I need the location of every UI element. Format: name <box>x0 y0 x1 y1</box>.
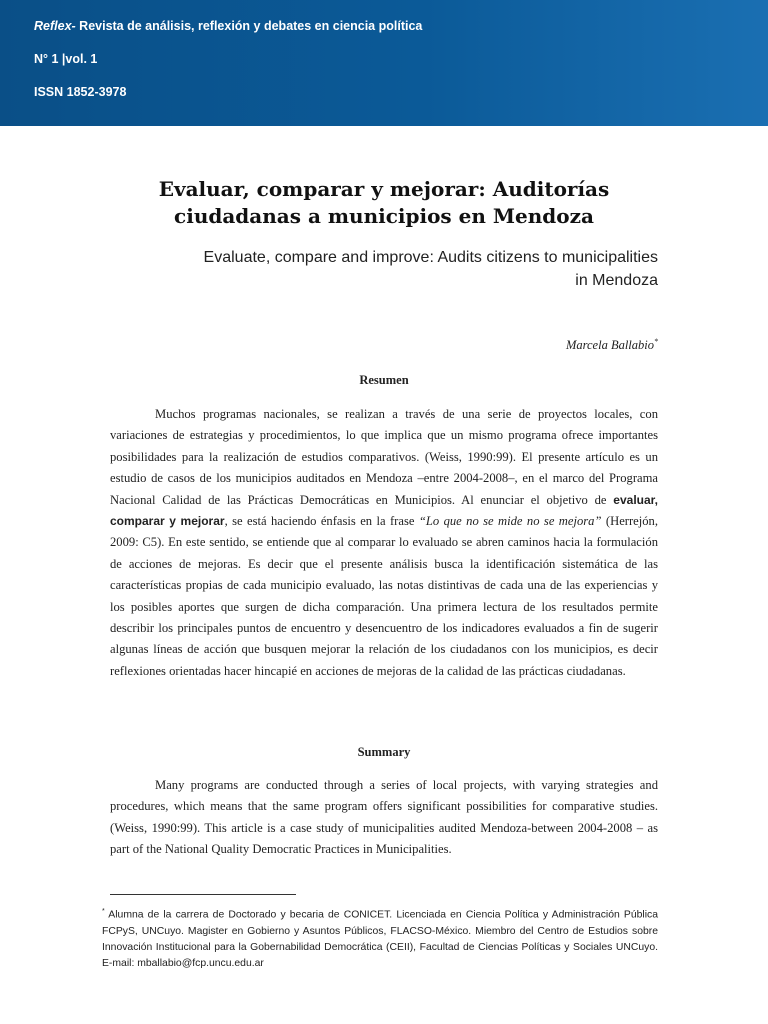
article-title-line-1: Evaluar, comparar y mejorar: Auditorías <box>158 177 610 201</box>
issn: ISSN 1852-3978 <box>34 85 127 99</box>
summary-heading: Summary <box>357 745 411 759</box>
footnote-divider <box>110 894 296 895</box>
resumen-text-2: , se está haciendo énfasis en la frase <box>224 514 419 529</box>
resumen-heading: Resumen <box>359 373 409 387</box>
article-title-line-2: ciudadanas a municipios en Mendoza <box>174 204 594 228</box>
article-subtitle <box>120 246 658 292</box>
summary-paragraph: Many programs are conducted through a series of local projects, with varying strategies and procedures, which means that the same program offers significant possibilities for comparative studies. (Weiss, 1990:99). This article is a case study of municipalities audited Mendoza-between 2004-2008 – as part of the National Quality Democratic Practices in Municipalities. <box>110 778 658 857</box>
resumen-text-3: (Herrejón, 2009: C5). En este sentido, se entiende que al comparar lo evaluado se abren caminos hacia la formulación de acciones de mejoras. Es decir que el presente análisis busca la identificación sistemática de las características propias de cada municipio evaluado, las notas distintivas de cada una de las experiencias y los posibles aportes que surgen de dicha comparación. Una primera lectura de los resultados permite describir los principales puntos de encuentro y desencuentro de los indicadores evaluados a fin de sugerir algunas líneas de acción que busquen mejorar la relación de los ciudadanos con los municipios, es decir reflexiones orientadas hacer hincapié en acciones de mejoras de la calidad de las prácticas ciudadanas. <box>110 514 658 678</box>
article-subtitle-line-1: Evaluate, compare and improve: Audits citizens to municipalities <box>203 249 658 266</box>
author-name-text: Marcela Ballabio <box>565 338 654 353</box>
article-title <box>100 176 668 230</box>
journal-subtitle: Revista de análisis, reflexión y debates en ciencia política <box>75 19 423 33</box>
journal-title <box>34 19 422 33</box>
resumen-paragraph <box>110 404 658 682</box>
issue-number: N° 1 |vol. 1 <box>34 52 98 66</box>
author-footnote <box>102 904 658 972</box>
resumen-bold-phrase: evaluar, comparar y mejorar <box>110 492 658 529</box>
journal-header-banner <box>0 0 768 126</box>
footnote-text: Alumna de la carrera de Doctorado y becaria de CONICET. Licenciada en Ciencia Política y Administración Pública FCPyS, UNCuyo. Magister en Gobierno y Asuntos Públicos, FLACSO-México. Miembro del Centro de Estudios sobre Innovación Institucional para la Gobernabilidad Democrática (CEII), Facultad de Ciencias Políticas y Sociales UNCuyo. E-mail: mballabio@fcp.uncu.edu.ar <box>102 909 658 970</box>
article-subtitle-line-2: in Mendoza <box>575 272 658 289</box>
resumen-quote: “Lo que no se mide no se mejora” <box>418 514 602 529</box>
journal-name: Reflex- <box>34 19 76 33</box>
resumen-text-1: Muchos programas nacionales, se realizan a través de una serie de proyectos locales, con variaciones de estrategias y procedimientos, lo que implica que un mismo programa ofrece importantes posibilidades para la realización de estudios comparativos. (Weiss, 1990:99). El presente artículo es un estudio de casos de los municipios auditados en Mendoza –entre 2004-2008–, en el marco del Programa Nacional Calidad de las Prácticas Democráticas en Municipios. Al enunciar el objetivo de <box>110 407 658 507</box>
author-footnote-mark[interactable]: * <box>654 337 658 346</box>
author-name <box>566 337 658 353</box>
footnote-mark: * <box>102 908 105 915</box>
